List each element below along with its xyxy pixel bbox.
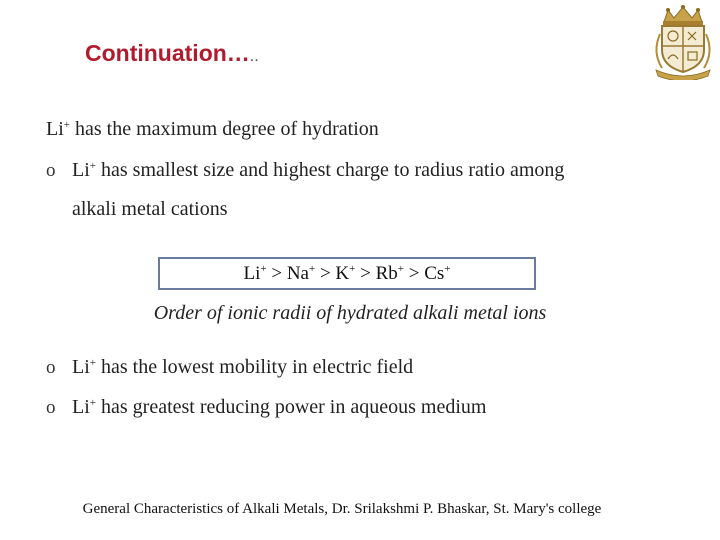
order-sup-na: + bbox=[308, 263, 316, 275]
order-ion-rb: Rb bbox=[375, 263, 398, 284]
heading-text: has the maximum degree of hydration bbox=[70, 118, 379, 140]
order-sup-li: + bbox=[260, 263, 267, 275]
bullet-3 bbox=[72, 396, 486, 419]
bullet-1-continuation: alkali metal cations bbox=[72, 198, 228, 220]
heading-line bbox=[46, 118, 379, 141]
bullet-marker-3: o bbox=[46, 397, 56, 418]
order-sep-2: > bbox=[315, 263, 336, 284]
slide-title bbox=[85, 40, 259, 67]
slide-title-dots: .. bbox=[249, 48, 259, 65]
order-sep-3: > bbox=[355, 263, 376, 284]
bullet-3-superscript: + bbox=[89, 397, 96, 409]
heading-ion: Li bbox=[46, 118, 64, 140]
bullet-marker-2: o bbox=[46, 357, 56, 378]
bullet-2 bbox=[72, 356, 413, 379]
order-sup-cs: + bbox=[444, 263, 451, 275]
order-sep-1: > bbox=[266, 263, 287, 284]
bullet-3-text: has greatest reducing power in aqueous medium bbox=[96, 396, 487, 418]
order-ion-na: Na bbox=[286, 263, 309, 284]
order-ion-cs: Cs bbox=[424, 263, 445, 284]
slide-footer: General Characteristics of Alkali Metals, Dr. Srilakshmi P. Bhaskar, St. Mary's college bbox=[82, 501, 602, 517]
college-crest-logo bbox=[650, 4, 716, 80]
bullet-2-superscript: + bbox=[89, 357, 96, 369]
order-sup-rb: + bbox=[397, 263, 404, 275]
bullet-1-superscript: + bbox=[89, 160, 96, 172]
slide-title-text: Continuation… bbox=[85, 40, 250, 66]
order-ion-li: Li bbox=[243, 263, 261, 284]
order-caption: Order of ionic radii of hydrated alkali metal ions bbox=[153, 302, 547, 324]
order-sep-4: > bbox=[403, 263, 425, 284]
bullet-1-ion: Li bbox=[72, 159, 90, 181]
order-sup-k: + bbox=[349, 263, 356, 275]
order-ion-k: K bbox=[335, 263, 350, 284]
bullet-1-text: has smallest size and highest charge to radius ratio among bbox=[96, 159, 565, 181]
bullet-1 bbox=[72, 159, 564, 182]
bullet-marker-1: o bbox=[46, 160, 56, 181]
bullet-2-ion: Li bbox=[72, 356, 90, 378]
heading-superscript: + bbox=[63, 119, 70, 131]
bullet-3-ion: Li bbox=[72, 396, 90, 418]
bullet-2-text: has the lowest mobility in electric field bbox=[96, 356, 414, 378]
ionic-radii-order-box bbox=[158, 257, 536, 290]
